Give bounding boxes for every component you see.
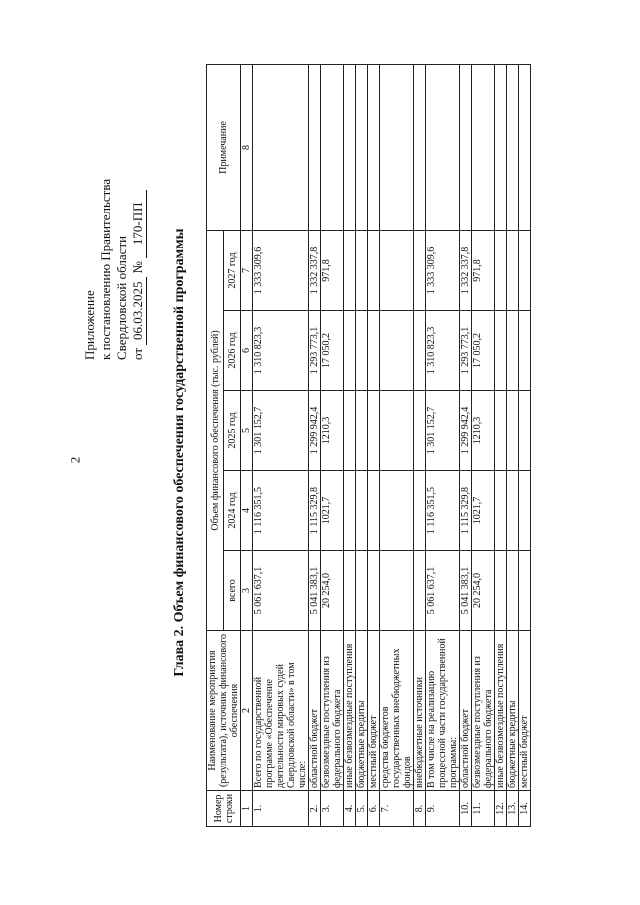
row-2026-cell bbox=[495, 311, 507, 391]
row-2024-cell: 1 115 329,8 bbox=[309, 471, 321, 551]
row-2026-cell bbox=[414, 311, 426, 391]
table-row bbox=[519, 64, 531, 826]
table-row bbox=[309, 64, 321, 826]
row-2027-cell: 971,8 bbox=[321, 230, 344, 310]
row-2026-cell bbox=[344, 311, 356, 391]
row-name-cell: областной бюджет bbox=[309, 631, 321, 791]
appendix-region: Свердловской области bbox=[114, 235, 129, 360]
row-2024-cell bbox=[368, 471, 380, 551]
row-2025-cell: 1210,3 bbox=[321, 391, 344, 471]
row-2027-cell bbox=[356, 230, 368, 310]
col-number: 3 bbox=[241, 551, 253, 631]
appendix-title: Приложение bbox=[82, 290, 97, 360]
row-number-cell: 13. bbox=[507, 791, 519, 827]
row-2025-cell: 1 299 942,4 bbox=[460, 391, 472, 471]
table-body bbox=[253, 64, 531, 826]
row-total-cell: 5 061 637,1 bbox=[253, 551, 309, 631]
row-2025-cell: 1 301 152,7 bbox=[253, 391, 309, 471]
row-note-cell bbox=[380, 64, 414, 230]
col-number: 6 bbox=[241, 311, 253, 391]
row-note-cell bbox=[368, 64, 380, 230]
row-2024-cell bbox=[414, 471, 426, 551]
row-2026-cell: 1 310 823,3 bbox=[253, 311, 309, 391]
row-total-cell bbox=[519, 551, 531, 631]
row-2024-cell: 1 115 329,8 bbox=[460, 471, 472, 551]
row-name-cell: внебюджетные источники bbox=[414, 631, 426, 791]
row-2025-cell bbox=[495, 391, 507, 471]
row-total-cell bbox=[507, 551, 519, 631]
row-2025-cell bbox=[356, 391, 368, 471]
row-2026-cell: 17 050,2 bbox=[321, 311, 344, 391]
row-2024-cell: 1021,7 bbox=[321, 471, 344, 551]
row-total-cell bbox=[356, 551, 368, 631]
header-row-number: Номер строки bbox=[207, 791, 241, 827]
row-2027-cell bbox=[414, 230, 426, 310]
row-2024-cell bbox=[507, 471, 519, 551]
appendix-date-line bbox=[130, 80, 147, 360]
appendix-block bbox=[82, 80, 147, 360]
row-2026-cell: 1 310 823,3 bbox=[426, 311, 460, 391]
row-note-cell bbox=[495, 64, 507, 230]
row-2027-cell: 971,8 bbox=[472, 230, 495, 310]
col-number: 8 bbox=[241, 64, 253, 230]
row-name-cell: местный бюджет bbox=[519, 631, 531, 791]
table-row bbox=[426, 64, 460, 826]
row-name-cell: бюджетные кредиты bbox=[356, 631, 368, 791]
row-total-cell bbox=[414, 551, 426, 631]
row-name-cell: областной бюджет bbox=[460, 631, 472, 791]
row-2025-cell: 1 301 152,7 bbox=[426, 391, 460, 471]
row-note-cell bbox=[472, 64, 495, 230]
table-row bbox=[321, 64, 344, 826]
row-name-cell: В том числе на реализацию процессной части государственной программы: bbox=[426, 631, 460, 791]
row-number-cell: 1. bbox=[253, 791, 309, 827]
row-total-cell: 5 041 383,1 bbox=[309, 551, 321, 631]
appendix-date: 06.03.2025 bbox=[130, 277, 147, 345]
row-total-cell: 20 254,0 bbox=[472, 551, 495, 631]
row-number-cell: 10. bbox=[460, 791, 472, 827]
row-note-cell bbox=[460, 64, 472, 230]
col-number: 1 bbox=[241, 791, 253, 827]
row-2024-cell: 1 116 351,5 bbox=[253, 471, 309, 551]
row-2027-cell: 1 333 309,6 bbox=[426, 230, 460, 310]
header-total: всего bbox=[224, 551, 241, 631]
row-total-cell bbox=[368, 551, 380, 631]
row-2026-cell bbox=[507, 311, 519, 391]
row-number-cell: 2. bbox=[309, 791, 321, 827]
header-note: Примечание bbox=[207, 64, 241, 230]
row-note-cell bbox=[507, 64, 519, 230]
row-2027-cell: 1 332 337,8 bbox=[460, 230, 472, 310]
row-total-cell: 20 254,0 bbox=[321, 551, 344, 631]
row-2025-cell: 1210,3 bbox=[472, 391, 495, 471]
row-2026-cell: 17 050,2 bbox=[472, 311, 495, 391]
row-2025-cell: 1 299 942,4 bbox=[309, 391, 321, 471]
row-2026-cell bbox=[519, 311, 531, 391]
row-note-cell bbox=[309, 64, 321, 230]
row-2024-cell bbox=[380, 471, 414, 551]
table-row bbox=[344, 64, 356, 826]
header-2024: 2024 год bbox=[224, 471, 241, 551]
row-name-cell: безвозмездные поступления из федерального бюджета bbox=[321, 631, 344, 791]
row-number-cell: 14. bbox=[519, 791, 531, 827]
appendix-number: 170-ПП bbox=[130, 190, 147, 258]
col-number: 2 bbox=[241, 631, 253, 791]
row-2024-cell: 1021,7 bbox=[472, 471, 495, 551]
table-row bbox=[414, 64, 426, 826]
appendix-resolution: к постановлению Правительства bbox=[98, 178, 113, 360]
row-number-cell: 9. bbox=[426, 791, 460, 827]
col-number: 5 bbox=[241, 391, 253, 471]
row-2026-cell bbox=[368, 311, 380, 391]
row-note-cell bbox=[356, 64, 368, 230]
row-2026-cell: 1 293 773,1 bbox=[309, 311, 321, 391]
table-row bbox=[380, 64, 414, 826]
row-name-cell: средства бюджетов государственных внебюджетных фондов bbox=[380, 631, 414, 791]
row-2025-cell bbox=[414, 391, 426, 471]
row-2024-cell bbox=[356, 471, 368, 551]
row-number-cell: 12. bbox=[495, 791, 507, 827]
page-number: 2 bbox=[67, 456, 83, 464]
row-note-cell bbox=[321, 64, 344, 230]
row-2025-cell bbox=[344, 391, 356, 471]
appendix-number-label: № bbox=[130, 261, 145, 274]
funding-table bbox=[206, 64, 531, 827]
row-2027-cell bbox=[380, 230, 414, 310]
row-2024-cell bbox=[344, 471, 356, 551]
col-number: 7 bbox=[241, 230, 253, 310]
row-2024-cell bbox=[495, 471, 507, 551]
header-2025: 2025 год bbox=[224, 391, 241, 471]
row-2025-cell bbox=[380, 391, 414, 471]
row-name-cell: безвозмездные поступления из федерального бюджета bbox=[472, 631, 495, 791]
row-name-cell: иные безвозмездные поступления bbox=[344, 631, 356, 791]
row-note-cell bbox=[344, 64, 356, 230]
row-note-cell bbox=[414, 64, 426, 230]
table-row bbox=[368, 64, 380, 826]
table-row bbox=[460, 64, 472, 826]
row-total-cell: 5 041 383,1 bbox=[460, 551, 472, 631]
header-volume: Объем финансового обеспечения (тыс. рублей) bbox=[207, 230, 224, 630]
row-number-cell: 5. bbox=[356, 791, 368, 827]
table-row bbox=[253, 64, 309, 826]
row-name-cell: бюджетные кредиты bbox=[507, 631, 519, 791]
row-number-cell: 8. bbox=[414, 791, 426, 827]
row-2025-cell bbox=[519, 391, 531, 471]
appendix-from-label: от bbox=[130, 347, 145, 360]
row-2027-cell: 1 332 337,8 bbox=[309, 230, 321, 310]
row-name-cell: местный бюджет bbox=[368, 631, 380, 791]
row-note-cell bbox=[426, 64, 460, 230]
row-2026-cell: 1 293 773,1 bbox=[460, 311, 472, 391]
row-2026-cell bbox=[356, 311, 368, 391]
row-number-cell: 11. bbox=[472, 791, 495, 827]
row-2025-cell bbox=[368, 391, 380, 471]
column-numbers-row bbox=[241, 64, 253, 826]
row-name-cell: иные безвозмездные поступления bbox=[495, 631, 507, 791]
row-number-cell: 7. bbox=[380, 791, 414, 827]
header-2026: 2026 год bbox=[224, 311, 241, 391]
col-number: 4 bbox=[241, 471, 253, 551]
header-2027: 2027 год bbox=[224, 230, 241, 310]
row-total-cell bbox=[495, 551, 507, 631]
table-row bbox=[472, 64, 495, 826]
row-2027-cell bbox=[495, 230, 507, 310]
row-note-cell bbox=[253, 64, 309, 230]
row-2027-cell: 1 333 309,6 bbox=[253, 230, 309, 310]
chapter-title: Глава 2. Объем финансового обеспечения государственной программы bbox=[172, 228, 187, 677]
row-2024-cell bbox=[519, 471, 531, 551]
table-row bbox=[507, 64, 519, 826]
table-row bbox=[495, 64, 507, 826]
row-2026-cell bbox=[380, 311, 414, 391]
row-number-cell: 3. bbox=[321, 791, 344, 827]
row-total-cell bbox=[380, 551, 414, 631]
table-row bbox=[356, 64, 368, 826]
table-header-row-1 bbox=[207, 64, 224, 826]
row-name-cell: Всего по государственной программе «Обеспечение деятельности мировых судей Свердловской области» в том числе: bbox=[253, 631, 309, 791]
row-2027-cell bbox=[344, 230, 356, 310]
row-2027-cell bbox=[507, 230, 519, 310]
row-2027-cell bbox=[519, 230, 531, 310]
header-name: Наименование мероприятия (результата), источник финансового обеспечения bbox=[207, 631, 241, 791]
row-number-cell: 4. bbox=[344, 791, 356, 827]
row-total-cell bbox=[344, 551, 356, 631]
row-note-cell bbox=[519, 64, 531, 230]
row-2025-cell bbox=[507, 391, 519, 471]
row-total-cell: 5 061 637,1 bbox=[426, 551, 460, 631]
row-2024-cell: 1 116 351,5 bbox=[426, 471, 460, 551]
row-number-cell: 6. bbox=[368, 791, 380, 827]
row-2027-cell bbox=[368, 230, 380, 310]
